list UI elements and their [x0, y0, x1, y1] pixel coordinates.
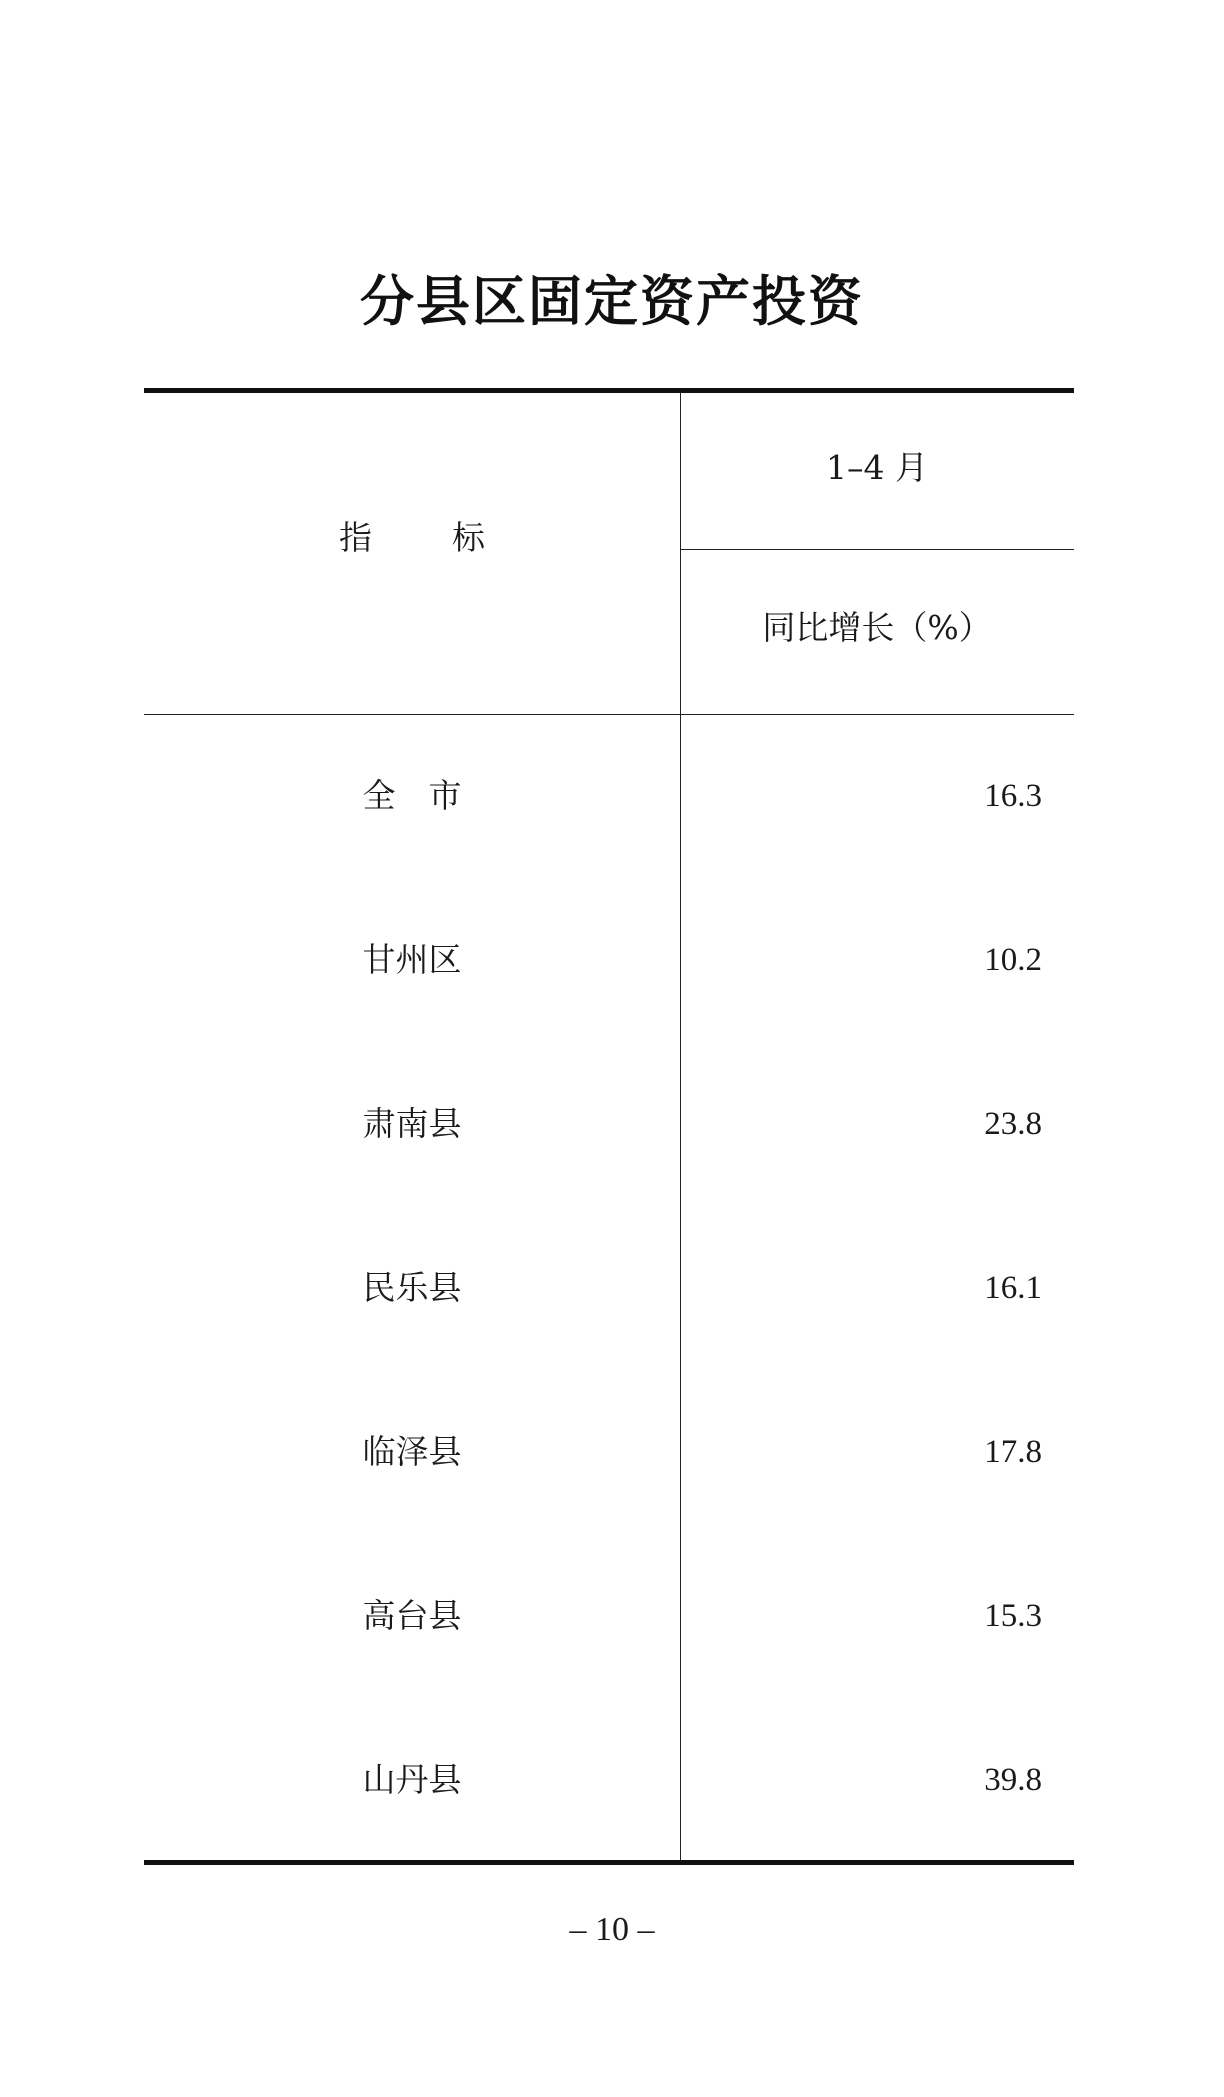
table-row	[144, 1586, 1074, 1646]
row-name: 临泽县	[362, 1432, 462, 1471]
row-value: 15.3	[984, 1598, 1042, 1634]
row-value: 23.8	[984, 1106, 1042, 1142]
page-number: – 10 –	[569, 1911, 655, 1948]
row-value: 16.1	[984, 1270, 1042, 1306]
row-value: 39.8	[984, 1762, 1042, 1798]
header-indicator-char-1: 指	[339, 518, 372, 557]
row-value: 16.3	[984, 778, 1042, 814]
table-row	[144, 1422, 1074, 1482]
row-name: 高台县	[362, 1596, 462, 1635]
table-row	[144, 930, 1074, 990]
row-value: 10.2	[984, 942, 1042, 978]
table-bottom-rule	[144, 1860, 1074, 1865]
row-value: 17.8	[984, 1434, 1042, 1470]
row-name: 全 市	[362, 776, 462, 815]
investment-table	[144, 388, 1074, 1868]
header-growth: 同比增长（%）	[762, 608, 992, 647]
table-top-rule	[144, 388, 1074, 393]
table-row	[144, 1094, 1074, 1154]
page-title: 分县区固定资产投资	[360, 270, 864, 333]
header-indicator-char-2: 标	[452, 518, 485, 557]
header-period: 1–4 月	[826, 448, 928, 487]
header-sub-rule	[680, 549, 1074, 550]
row-name: 甘州区	[362, 940, 462, 979]
row-name: 肃南县	[362, 1104, 462, 1143]
row-name: 民乐县	[362, 1268, 462, 1307]
table-row	[144, 1750, 1074, 1810]
header-indicator	[144, 518, 680, 558]
row-name: 山丹县	[362, 1760, 462, 1799]
table-row	[144, 1258, 1074, 1318]
table-row	[144, 766, 1074, 826]
header-bottom-rule	[144, 714, 1074, 715]
